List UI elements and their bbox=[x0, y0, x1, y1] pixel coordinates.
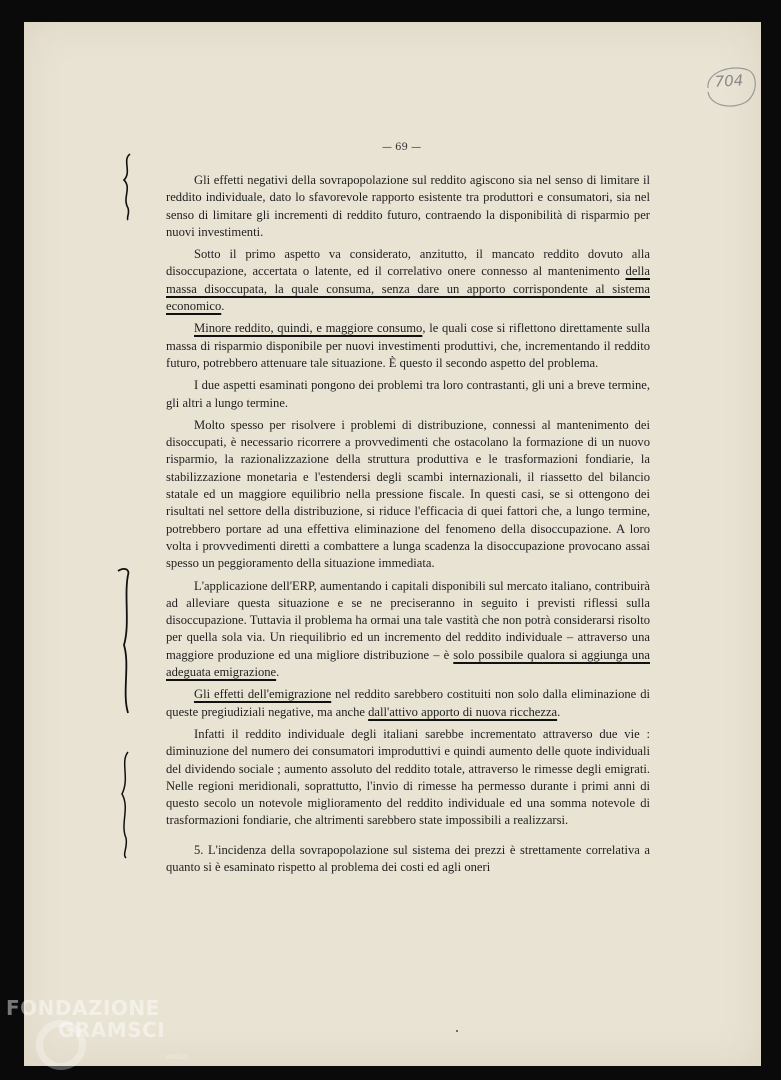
text-segment: . bbox=[276, 665, 280, 680]
handwritten-page-number bbox=[702, 62, 752, 106]
paragraph bbox=[166, 686, 650, 721]
text-segment: Molto spesso per risolvere i problemi di distribuzione, connessi al mantenimento dei disoccupati, è necessario ricorrere a provvedimenti che ostacolano la formazione di un nuovo risparmio, la razionalizzazione della struttura produttiva e le trasformazioni fondiarie, la stabilizzazione monetaria e l'estendersi degli scambi internazionali, il riassetto del bilancio statale ed un maggiore equilibrio nella pressione fiscale. In questi casi, se si ottengono dei risultati nel settore della distribuzione, si riduce l'efficacia di quei fattori che, a lungo termine, potrebbero portare ad una effettiva eliminazione del fenomeno della disoccupazione. A loro volta i provvedimenti diretti a combattere a lunga scadenza la disoccupazione provocano assai spesso un peggioramento della situazione immediata. bbox=[166, 417, 650, 571]
paragraph bbox=[166, 377, 650, 412]
text-segment: 5. L'incidenza della sovrapopolazione sul sistema dei prezzi è strettamente correlativa a quanto si è esaminato rispetto al problema dei costi ed agli oneri bbox=[166, 842, 650, 874]
text-segment: I due aspetti esaminati pongono dei problemi tra loro contrastanti, gli uni a breve termine, gli altri a lungo termine. bbox=[166, 378, 650, 410]
underlined-text: solo possibile qualora si aggiunga una adeguata emigrazione bbox=[166, 647, 650, 680]
watermark-line1: FONDAZIONE bbox=[6, 996, 160, 1020]
text-segment: Infatti il reddito individuale degli italiani sarebbe incrementato attraverso due vie : diminuzione del numero dei consumatori improduttivi e quindi aumento delle quote individuali del dividendo sociale ; aumento assoluto del reddito totale, attraverso le rimesse degli emigrati. Nelle regioni meridionali, soprattutto, l'invio di rimesse ha permesso durante i primi anni di questo secolo un notevole miglioramento del reddito individuale ed una somma notevole di trasformazioni fondiarie, che altrimenti sarebbero state impossibili a realizzarsi. bbox=[166, 726, 650, 828]
body-text bbox=[166, 172, 650, 881]
text-segment: Sotto il primo aspetto va considerato, anzitutto, il mancato reddito dovuto alla disoccupazione, accertata o latente, ed il correlativo onere connesso al mantenimento bbox=[166, 247, 650, 279]
text-segment: nel reddito sarebbero costituiti non solo dalla eliminazione di queste pregiudiziali negative, ma anche bbox=[166, 687, 650, 719]
watermark-line2: GRAMSCI bbox=[58, 1018, 166, 1042]
paragraph bbox=[166, 842, 650, 877]
underlined-text: dall'attivo apporto di nuova ricchezza bbox=[368, 704, 558, 719]
underlined-text: della massa disoccupata, la quale consuma, senza dare un apporto corrispondente al sistema economico bbox=[166, 264, 650, 314]
text-segment: Gli effetti negativi della sovrapopolazione sul reddito agiscono sia nel senso di limitare il reddito individuale, dato lo sfavorevole rapporto esistente tra produttori e consumatori, sia nel senso di limitare gli incrementi di reddito futuro, contraendo la disponibilità di risparmio per nuovi investimenti. bbox=[166, 173, 650, 239]
watermark bbox=[6, 996, 206, 1076]
paper-speck bbox=[456, 1030, 458, 1032]
margin-brace-icon bbox=[118, 750, 132, 860]
margin-brace-icon bbox=[114, 565, 134, 715]
text-segment: , le quali cose si riflettono direttamente sulla massa di risparmio disponibile per nuovi investimenti produttivi, che, incrementando il reddito futuro, potrebbero attenuare tale situazione. È questo il secondo aspetto del problema. bbox=[166, 321, 651, 370]
paragraph bbox=[166, 172, 650, 241]
paragraph bbox=[166, 417, 650, 573]
underlined-text: Minore reddito, quindi, e maggiore consumo bbox=[194, 321, 423, 336]
paragraph bbox=[166, 246, 650, 315]
watermark-line3: onlus bbox=[166, 1052, 188, 1061]
paragraph bbox=[166, 726, 650, 830]
text-segment: . bbox=[221, 299, 225, 314]
underlined-text: Gli effetti dell'emigrazione bbox=[194, 687, 332, 702]
handwritten-number-text: 704 bbox=[714, 71, 744, 91]
page-number: — 69 — bbox=[382, 142, 422, 153]
document-page bbox=[24, 22, 761, 1066]
paragraph bbox=[166, 578, 650, 682]
text-segment: . bbox=[557, 704, 561, 719]
paragraph bbox=[166, 320, 650, 372]
margin-brace-icon bbox=[120, 152, 134, 222]
text-segment: L'applicazione dell'ERP, aumentando i capitali disponibili sul mercato italiano, contribuirà ad alleviare questa situazione e se ne preciseranno in seguito i previsti riflessi sulla disoccupazione. Tuttavia il problema ha ormai una tale vastità che non potrà considerarsi risolto per quella sola via. Un riequilibrio ed un incremento del reddito individuale – attraverso una maggiore produzione ed una migliore distribuzione – è bbox=[166, 578, 650, 662]
